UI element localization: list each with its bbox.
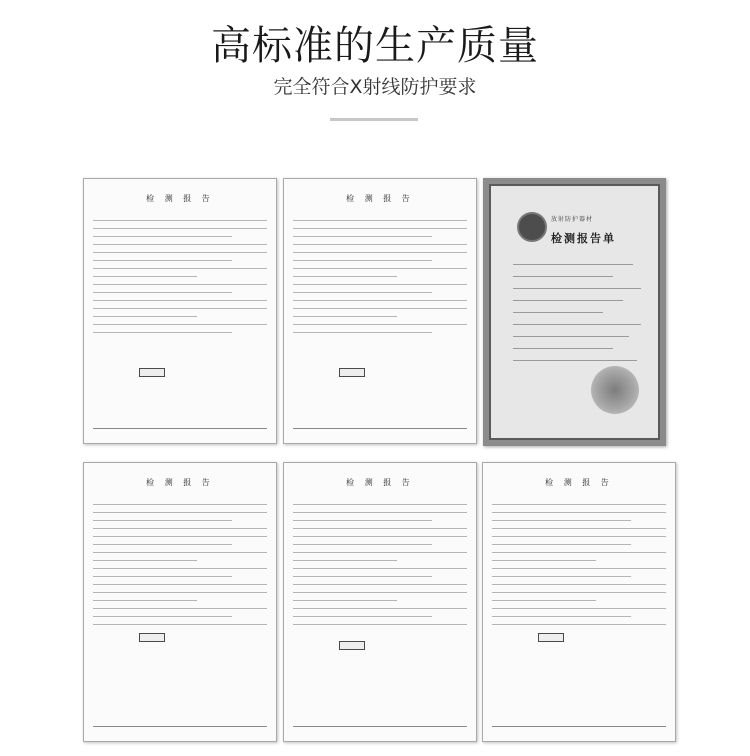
report-title: 检 测 报 告 — [346, 478, 414, 487]
report-stamp — [339, 641, 365, 650]
page-subtitle: 完全符合X射线防护要求 — [273, 76, 477, 98]
report-document-4 — [283, 462, 477, 742]
emblem-icon — [517, 212, 547, 242]
page-title: 高标准的生产质量 — [211, 23, 539, 69]
report-stamp — [538, 633, 564, 642]
report-stamp — [139, 368, 165, 377]
report-title: 检 测 报 告 — [146, 478, 214, 487]
report-document-3 — [83, 462, 277, 742]
report-title: 检 测 报 告 — [146, 194, 214, 203]
report-stamp — [339, 368, 365, 377]
official-seal-icon — [591, 366, 639, 414]
report-document-5 — [482, 462, 676, 742]
certificate-document — [483, 178, 666, 446]
report-document-1 — [83, 178, 277, 444]
report-title: 检 测 报 告 — [346, 194, 414, 203]
header-divider — [330, 118, 418, 121]
report-title: 检 测 报 告 — [545, 478, 613, 487]
report-document-2 — [283, 178, 477, 444]
certificate-header-small: 放射防护器材 — [551, 216, 594, 223]
certificate-header-main: 检测报告单 — [551, 232, 616, 245]
report-stamp — [139, 633, 165, 642]
